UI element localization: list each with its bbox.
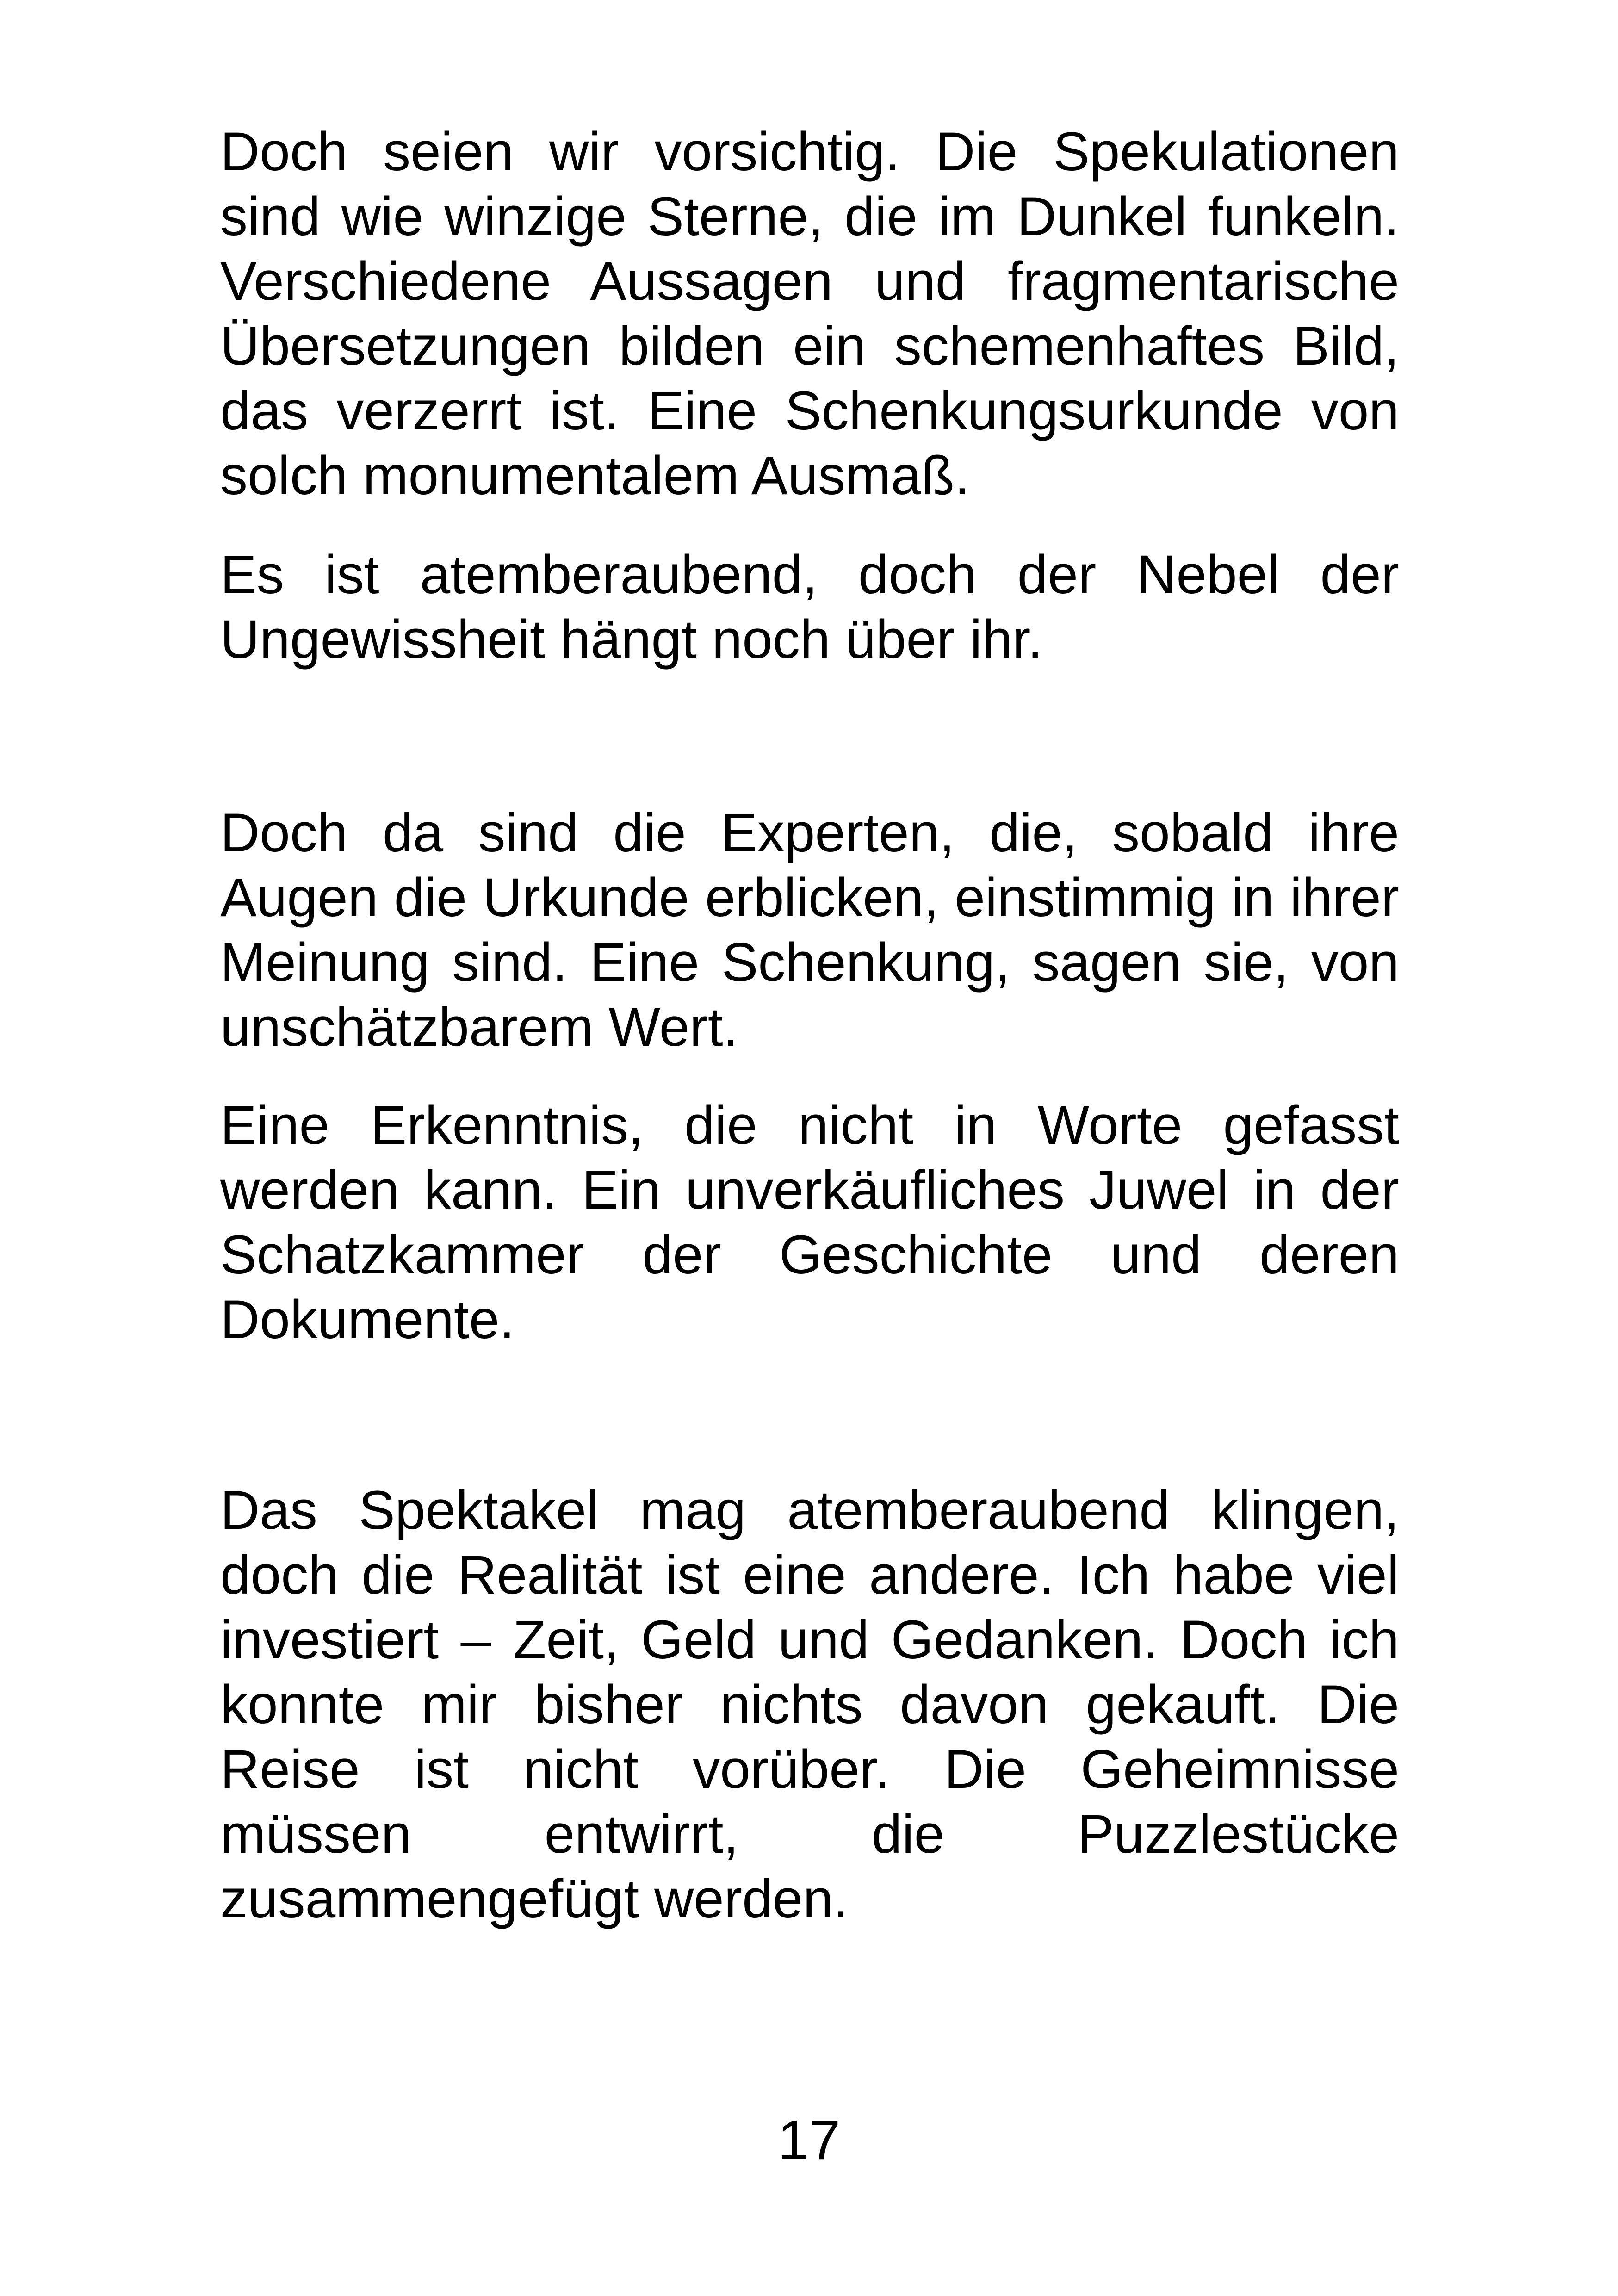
paragraph: Eine Erkenntnis, die nicht in Worte gefasst werden kann. Ein unverkäufliches Juwel in der Schatzkammer der Geschichte und deren Dokumente.	[220, 1095, 1399, 1350]
paragraph: Doch da sind die Experten, die, sobald ihre Augen die Urkunde erblicken, einstimmig in ihrer Meinung sind. Eine Schenkung, sagen sie, von unschätzbarem Wert.	[220, 802, 1399, 1058]
paragraph: Das Spektakel mag atemberaubend klingen, doch die Realität ist eine andere. Ich habe viel investiert – Zeit, Geld und Gedanken. Doch ich konnte mir bisher nichts davon gekauft. Die Reise ist nicht vorüber. Die Geheimnisse müssen entwirrt, die Puzzlestücke zusammengefügt werden.	[220, 1480, 1399, 1930]
paragraph: Doch seien wir vorsichtig. Die Spekulationen sind wie winzige Sterne, die im Dunkel funkeln. Verschiedene Aussagen und fragmentarische Übersetzungen bilden ein schemenhaftes Bild, das verzerrt ist. Eine Schenkungsurkunde von solch monumentalem Ausmaß.	[220, 121, 1399, 506]
page-number: 17	[777, 2109, 841, 2172]
paragraph: Es ist atemberaubend, doch der Nebel der Ungewissheit hängt noch über ihr.	[220, 544, 1399, 670]
